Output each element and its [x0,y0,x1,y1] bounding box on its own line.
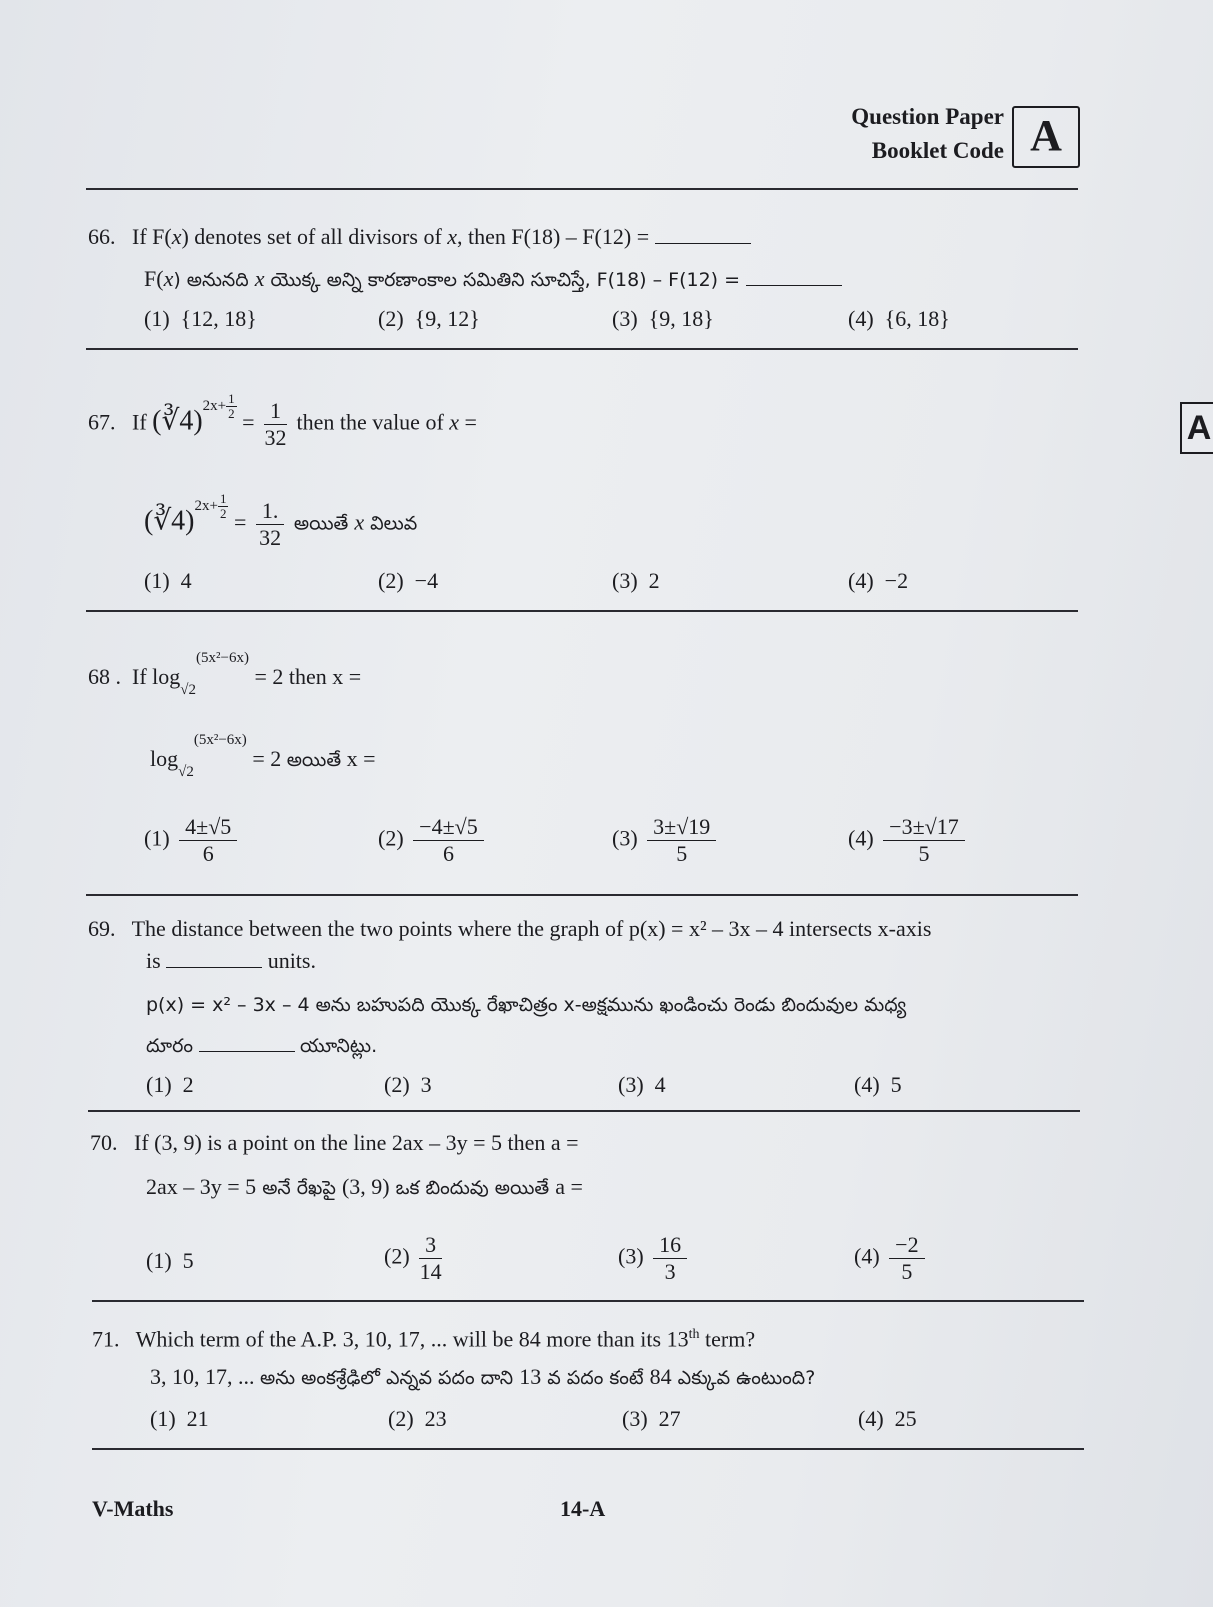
q70-number: 70. [90,1130,118,1155]
q66-option-2 [378,304,480,334]
q68-text: If log [132,664,181,689]
q66-option-4 [848,304,950,334]
q71-number: 71. [92,1326,120,1352]
booklet-label-line2: Booklet Code [871,138,1004,163]
q66-text: ) denotes set of all divisors of [181,224,448,249]
q69-te-text: దూరం [146,1035,194,1057]
q71-te-num: 13 [519,1364,542,1389]
option-frac-num: 3 [419,1232,442,1259]
question-divider [86,348,1078,350]
question-divider [86,610,1078,612]
q70-option-1 [146,1246,194,1276]
q71-text: term? [699,1326,756,1352]
q68-te-text: x = [341,746,376,771]
q66-te-text: యొక్క అన్ని కారణాంకాల సమితిని సూచిస్తే, F(18) – F(12) = [264,269,741,291]
exp-den: 2 [219,505,227,521]
q69-option-3 [618,1070,666,1100]
option-value: 25 [894,1406,917,1431]
q66-te-text: F( [144,266,164,291]
q68-sup: (5x²−6x) [196,650,249,666]
answer-blank [166,947,262,968]
exp-num: 1 [228,390,235,406]
q70-text: If (3, 9) is a point on the line 2ax – 3y = 5 then a = [134,1130,579,1155]
option-number: (4) [854,1072,880,1097]
q67-var: x [449,409,460,435]
option-number: (2) [378,825,404,851]
q71-sup: th [688,1327,700,1342]
exp-den: 2 [228,405,235,421]
option-number: (1) [146,1072,172,1097]
option-value: −2 [884,568,909,593]
q66-text: , then F(18) – F(12) = [457,224,650,249]
question-divider [86,894,1078,896]
option-value: 21 [186,1406,209,1431]
q68-option-1 [144,814,241,867]
option-number: (1) [144,306,170,331]
q67-te-rhs-den: 32 [259,525,282,550]
option-number: (3) [612,568,638,593]
option-value: {9, 18} [648,306,714,331]
q70-te-text: ఒక బిందువు అయితే [389,1177,556,1199]
answer-blank [199,1031,295,1052]
q71-te-text: వ పదం కంటే [541,1367,650,1389]
option-number: (4) [848,825,874,851]
q68-te-log: log [150,746,179,771]
q71-option-3 [622,1404,681,1434]
q68-te-sub: √2 [178,764,194,780]
q69-te-text: యూనిట్లు. [300,1035,378,1057]
q70-telugu [146,1172,583,1203]
q67-te-text: విలువ [364,512,418,535]
option-number: (3) [612,306,638,331]
q67-te-rhs-num: 1. [256,498,285,525]
q67-te-exponent [194,490,229,521]
option-number: (3) [618,1243,644,1269]
q67-exponent [202,390,237,421]
option-frac-num: −4±√5 [413,814,484,841]
option-number: (4) [848,306,874,331]
option-value: 5 [182,1248,194,1273]
option-frac-num: 3±√19 [647,814,716,841]
q69-text: is [146,948,161,973]
q69-number: 69. [88,916,116,941]
option-value: −4 [414,568,439,593]
option-value: 5 [890,1072,902,1097]
booklet-code-label [780,100,1004,168]
option-number: (2) [378,306,404,331]
q67-rhs-num: 1 [264,398,287,425]
question-divider [88,1110,1080,1112]
q67-text: = [459,409,477,435]
option-value: 4 [654,1072,666,1097]
q69-english-line1 [88,914,931,944]
q66-english [88,222,751,252]
answer-blank [655,223,751,244]
q69-english-line2 [146,946,316,976]
q68-telugu [150,732,376,780]
q68-te-text: = 2 [252,746,287,771]
q70-te-point: (3, 9) [341,1174,390,1199]
answer-blank [746,265,842,286]
q67-option-4 [848,566,908,596]
header-divider [86,188,1078,190]
q69-telugu-line2 [146,1030,377,1061]
option-number: (4) [848,568,874,593]
q67-te-var: x [354,509,365,535]
option-number: (1) [150,1406,176,1431]
option-frac-num: 16 [653,1232,687,1259]
q67-te-base: (∛4) [144,505,195,537]
q66-var: x [171,224,182,249]
q71-te-num: 84 [649,1364,672,1389]
q66-te-var: x [254,266,265,291]
q67-telugu [144,490,418,551]
option-number: (3) [622,1406,648,1431]
side-code-tab: A [1180,402,1213,454]
option-number: (1) [144,825,170,851]
option-frac-num: 4±√5 [179,814,237,841]
q67-text: If [132,409,147,435]
option-value: {9, 12} [414,306,480,331]
q67-eq: = [242,409,255,435]
q71-te-seq: 3, 10, 17, ... [150,1364,260,1389]
q67-base: (∛4) [152,405,203,437]
option-value: 27 [658,1406,681,1431]
q66-text: If F( [132,224,172,249]
q66-option-3 [612,304,714,334]
q67-number: 67. [88,409,116,435]
option-frac-den: 14 [419,1259,442,1284]
option-value: 3 [420,1072,432,1097]
option-value: 4 [180,568,192,593]
q66-telugu [144,264,842,295]
q67-text: then the value of [296,409,450,435]
option-number: (2) [388,1406,414,1431]
option-frac-den: 5 [676,841,688,866]
q70-te-text: అనే రేఖపై [256,1177,342,1199]
q70-option-4 [854,1232,929,1285]
option-value: 2 [648,568,660,593]
q71-option-2 [388,1404,447,1434]
q71-telugu [150,1362,815,1393]
footer-page-number: 14-A [560,1496,606,1521]
booklet-code-box: A [1012,106,1080,168]
option-number: (1) [144,568,170,593]
q68-option-3 [612,814,720,867]
booklet-label-line1: Question Paper [851,104,1004,129]
q68-option-4 [848,814,969,867]
q69-text: units. [267,948,316,973]
option-number: (2) [378,568,404,593]
q71-option-4 [858,1404,917,1434]
q70-english [90,1128,579,1158]
q66-var: x [447,224,458,249]
option-value: {6, 18} [884,306,950,331]
option-number: (2) [384,1243,410,1269]
q68-option-2 [378,814,488,867]
option-number: (4) [854,1243,880,1269]
q70-option-2 [384,1232,446,1285]
option-frac-num: −2 [889,1232,924,1259]
q68-te-sup: (5x²−6x) [193,732,247,748]
q66-option-1 [144,304,257,334]
exp-part: 2x+ [194,497,218,514]
option-frac-den: 5 [918,841,930,866]
option-number: (3) [618,1072,644,1097]
option-value: 23 [424,1406,447,1431]
option-number: (2) [384,1072,410,1097]
option-frac-den: 5 [901,1259,913,1284]
q71-text: Which term of the A.P. 3, 10, 17, ... will be 84 more than its 13 [135,1326,689,1352]
q66-te-text: ) అనునది [173,269,255,291]
q68-te-text: అయితే [286,749,342,771]
q71-te-text: ఎక్కువ ఉంటుంది? [671,1367,816,1389]
option-frac-den: 6 [202,841,214,866]
q68-tail: = 2 then x = [254,664,362,689]
q67-option-1 [144,566,192,596]
q70-te-var: a = [555,1174,583,1199]
q71-english [92,1320,755,1354]
option-number: (1) [146,1248,172,1273]
option-frac-den: 3 [664,1259,676,1284]
q69-option-4 [854,1070,902,1100]
option-frac-num: −3±√17 [883,814,965,841]
q71-te-text: అను అంకశ్రేఢిలో ఎన్నవ పదం దాని [260,1367,520,1389]
q67-te-text: అయితే [293,512,355,535]
option-number: (4) [858,1406,884,1431]
option-value: 2 [182,1072,194,1097]
q67-rhs-den: 32 [264,425,287,450]
q68-sub: √2 [180,682,196,698]
q67-te-eq: = [233,509,247,535]
footer-subject: V-Maths [92,1496,174,1521]
q69-option-1 [146,1070,194,1100]
q66-te-var: x [163,266,174,291]
q71-option-1 [150,1404,209,1434]
q67-option-3 [612,566,660,596]
q68-english [88,650,362,698]
q69-text: The distance between the two points where the graph of p(x) = x² – 3x – 4 intersects x-axis [131,916,932,941]
q67-option-2 [378,566,438,596]
q70-te-eq: 2ax – 3y = 5 [146,1174,257,1199]
q66-number: 66. [88,224,116,249]
option-frac-den: 6 [442,841,454,866]
exp-num: 1 [219,490,227,506]
exp-part: 2x+ [202,397,227,414]
q69-telugu-line1: p(x) = x² – 3x – 4 అను బహుపది యొక్క రేఖాచిత్రం x-అక్షమును ఖండించు రెండు బిందువుల మధ్య [146,994,907,1016]
option-number: (3) [612,825,638,851]
question-divider [92,1448,1084,1450]
question-divider [92,1300,1084,1302]
q67-english [88,390,477,451]
option-value: {12, 18} [180,306,257,331]
q70-option-3 [618,1232,691,1285]
q68-number: 68 . [88,664,121,689]
q69-option-2 [384,1070,432,1100]
